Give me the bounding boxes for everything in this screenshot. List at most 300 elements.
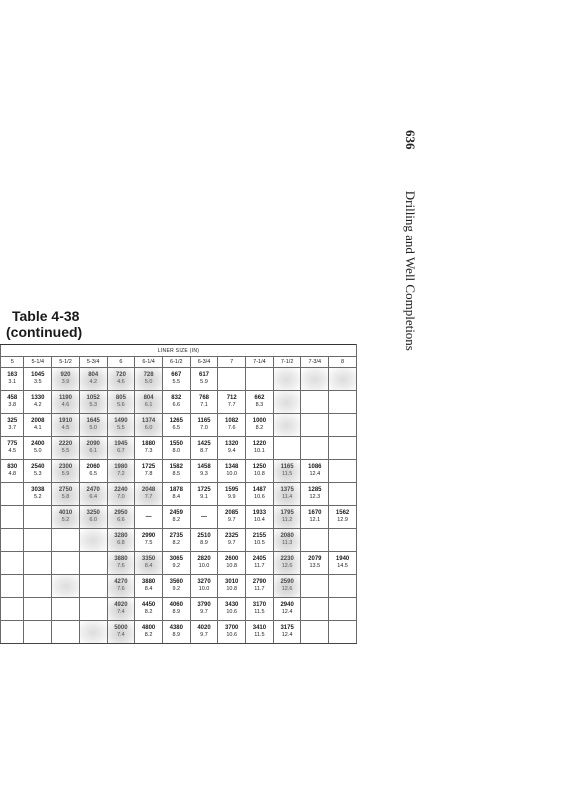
cell-value: 2325 (225, 533, 239, 539)
cell-value: 1052 (86, 395, 100, 401)
cell-value: 1250 (252, 464, 267, 470)
table-cell (218, 552, 246, 575)
cell-subvalue: 6.5 (172, 425, 181, 431)
cell-subvalue: 5.5 (172, 379, 181, 385)
table-row (1, 575, 357, 598)
liner-size-column-header: 6-1/4 (135, 357, 163, 368)
cell-value: 2220 (58, 441, 73, 447)
table-cell (79, 460, 107, 483)
table-cell (329, 460, 357, 483)
cell-subvalue: 11.7 (254, 563, 265, 569)
table-cell (162, 483, 190, 506)
table-cell (107, 368, 135, 391)
table-caption (6, 308, 82, 340)
cell-value: 1165 (280, 464, 294, 470)
liner-size-column-header: 7-1/4 (246, 357, 274, 368)
cell-subvalue: 6.0 (89, 517, 98, 523)
cell-value: 4800 (141, 625, 156, 631)
liner-size-column-header: 6-1/2 (162, 357, 190, 368)
table-cell (190, 414, 218, 437)
cell-value: 2405 (252, 556, 267, 562)
table-cell (301, 414, 329, 437)
cell-subvalue: 8.0 (172, 448, 181, 454)
table-row (1, 391, 357, 414)
liner-size-column-header: 7-1/2 (273, 357, 301, 368)
cell-value: 1375 (280, 487, 294, 493)
cell-value: 2400 (31, 441, 45, 447)
cell-value: 3560 (169, 579, 183, 585)
cell-value: 1910 (58, 418, 73, 424)
cell-value: 3250 (86, 510, 100, 516)
cell-value: 2008 (31, 418, 45, 424)
liner-size-column-header: 8 (329, 357, 357, 368)
cell-value: 4060 (169, 602, 183, 608)
table-cell (24, 552, 52, 575)
cell-value: 2240 (114, 487, 128, 493)
table-row (1, 414, 357, 437)
liner-size-column-header: 5-3/4 (79, 357, 107, 368)
table-cell (329, 437, 357, 460)
table-cell (162, 506, 190, 529)
table-cell (246, 483, 274, 506)
cell-subvalue: 6.0 (144, 425, 153, 431)
table-cell (24, 414, 52, 437)
cell-value: 2590 (280, 579, 294, 585)
cell-value: 1190 (58, 395, 72, 401)
table-row (1, 483, 357, 506)
table-cell (190, 552, 218, 575)
cell-subvalue: 9.7 (227, 517, 236, 523)
cell-subvalue: 10.8 (254, 471, 265, 477)
cell-subvalue: 11.7 (254, 586, 265, 592)
table-cell (246, 391, 274, 414)
cell-value: 3790 (197, 602, 211, 608)
table-cell (79, 621, 107, 644)
cell-subvalue: 9.3 (200, 471, 208, 477)
table-cell (1, 437, 24, 460)
cell-subvalue: 9.1 (200, 494, 208, 500)
table-cell (218, 368, 246, 391)
table-cell (79, 483, 107, 506)
table-cell (246, 414, 274, 437)
cell-value: 163 (7, 372, 18, 378)
cell-subvalue: 6.6 (172, 402, 181, 408)
cell-subvalue: 6.1 (89, 448, 98, 454)
table-cell (162, 414, 190, 437)
table-cell (246, 575, 274, 598)
table-cell (107, 529, 135, 552)
cell-subvalue: 5.3 (33, 471, 42, 477)
table-cell (273, 575, 301, 598)
table-cell (135, 552, 163, 575)
table-cell (162, 621, 190, 644)
table-cell (162, 575, 190, 598)
table-cell (273, 598, 301, 621)
cell-subvalue: 9.7 (227, 540, 236, 546)
cell-subvalue: 12.6 (281, 586, 293, 592)
table-cell (52, 621, 80, 644)
cell-value: 1645 (86, 418, 100, 424)
table-cell (218, 529, 246, 552)
table-cell (329, 529, 357, 552)
table-cell (135, 506, 163, 529)
table-row (1, 529, 357, 552)
table-cell (24, 483, 52, 506)
table-cell (190, 506, 218, 529)
cell-value: 4450 (141, 602, 156, 608)
table-cell (273, 414, 301, 437)
table-cell (246, 552, 274, 575)
table-cell (135, 391, 163, 414)
cell-subvalue: 10.0 (198, 563, 210, 569)
table-cell (135, 414, 163, 437)
cell-subvalue: 6.8 (117, 540, 125, 546)
cell-value: 1082 (225, 418, 239, 424)
table-cell (190, 391, 218, 414)
table-cell (190, 437, 218, 460)
cell-subvalue: 8.2 (255, 425, 264, 431)
liner-size-column-header: 6-3/4 (190, 357, 218, 368)
table-row (1, 460, 357, 483)
cell-subvalue: 4.2 (89, 379, 98, 385)
cell-subvalue: 7.2 (117, 471, 125, 477)
cell-value: 1880 (141, 441, 156, 447)
table-cell (52, 483, 80, 506)
cell-value: 667 (171, 372, 182, 378)
cell-value: 720 (115, 372, 126, 378)
table-cell (107, 575, 135, 598)
table-cell (162, 552, 190, 575)
cell-value: 1490 (114, 418, 128, 424)
cell-value: 3010 (225, 579, 239, 585)
cell-subvalue: 8.2 (172, 517, 181, 523)
cell-subvalue: 5.6 (117, 402, 125, 408)
cell-subvalue: 8.7 (200, 448, 208, 454)
table-row (1, 368, 357, 391)
cell-subvalue: 8.4 (172, 494, 181, 500)
liner-size-column-header: 6 (107, 357, 135, 368)
cell-value: 3410 (252, 625, 267, 631)
table-cell (218, 598, 246, 621)
table-cell (79, 598, 107, 621)
liner-size-group-header: LINER SIZE (IN) (1, 345, 357, 357)
table-cell (79, 437, 107, 460)
cell-subvalue: 4.1 (33, 425, 42, 431)
table-cell (246, 598, 274, 621)
table-cell (79, 414, 107, 437)
cell-subvalue: 8.2 (172, 540, 181, 546)
cell-value: 1285 (308, 487, 322, 493)
cell-subvalue: 5.5 (117, 425, 125, 431)
table-cell (162, 598, 190, 621)
cell-subvalue: 12.9 (337, 517, 348, 523)
cell-value: 1595 (225, 487, 239, 493)
table-cell (52, 575, 80, 598)
cell-value: 2940 (280, 602, 294, 608)
cell-value: 1374 (141, 418, 156, 424)
cell-value: 1220 (252, 441, 267, 447)
cell-value: 2510 (197, 533, 211, 539)
table-cell (135, 621, 163, 644)
table-cell (329, 483, 357, 506)
cell-subvalue: 5.0 (33, 448, 42, 454)
cell-subvalue: 4.6 (61, 402, 70, 408)
table-cell (329, 575, 357, 598)
cell-value: 1165 (197, 418, 211, 424)
table-cell (24, 437, 52, 460)
cell-value: 1086 (308, 464, 322, 470)
cell-value: 2750 (58, 487, 73, 493)
cell-value: 2950 (114, 510, 128, 516)
cell-value: 2790 (252, 579, 267, 585)
table-caption-title: Table 4-38 (12, 308, 80, 324)
cell-value: 1945 (114, 441, 128, 447)
cell-subvalue: 10.4 (254, 517, 265, 523)
cell-subvalue: 4.5 (61, 425, 70, 431)
cell-subvalue: 7.7 (227, 402, 236, 408)
table-cell (24, 506, 52, 529)
cell-subvalue: 5.8 (61, 494, 70, 500)
table-cell (1, 368, 24, 391)
cell-subvalue: 7.0 (117, 494, 125, 500)
table-cell (135, 483, 163, 506)
table-cell (190, 575, 218, 598)
cell-value: 458 (7, 395, 18, 401)
cell-value: 3350 (141, 556, 156, 562)
cell-value: 2735 (169, 533, 183, 539)
liner-size-table (0, 344, 357, 644)
table-cell (1, 621, 24, 644)
table-cell (246, 621, 274, 644)
cell-subvalue: 9.9 (227, 494, 236, 500)
cell-subvalue: 10.8 (226, 563, 238, 569)
cell-value: 1265 (169, 418, 183, 424)
table-cell (1, 391, 24, 414)
cell-subvalue: 12.3 (309, 494, 321, 500)
table-cell (301, 598, 329, 621)
table-cell (190, 483, 218, 506)
cell-subvalue: 10.5 (254, 540, 265, 546)
cell-value: 1878 (169, 487, 183, 493)
cell-subvalue: 5.9 (61, 471, 70, 477)
table-cell (329, 391, 357, 414)
cell-subvalue: 10.8 (226, 586, 238, 592)
table-cell (52, 529, 80, 552)
cell-value: — (201, 513, 207, 520)
liner-size-column-header: 7 (218, 357, 246, 368)
cell-subvalue: 10.6 (254, 494, 265, 500)
cell-subvalue: 6.5 (89, 471, 98, 477)
table-body (1, 368, 357, 644)
cell-subvalue: 10.6 (226, 609, 238, 615)
table-cell (329, 552, 357, 575)
table-cell (79, 575, 107, 598)
liner-size-header-row (1, 357, 357, 368)
cell-value: 2600 (225, 556, 239, 562)
cell-subvalue: 11.5 (254, 632, 265, 638)
cell-value: 2060 (86, 464, 100, 470)
table-cell (190, 598, 218, 621)
cell-subvalue: 5.2 (33, 494, 42, 500)
cell-value: 2820 (197, 556, 211, 562)
cell-value: 3880 (114, 556, 128, 562)
table-cell (107, 460, 135, 483)
cell-subvalue: 11.4 (281, 494, 293, 500)
page-number: 636 (403, 130, 418, 150)
cell-subvalue: 5.3 (89, 402, 98, 408)
table-cell (1, 552, 24, 575)
cell-subvalue: 11.5 (254, 609, 265, 615)
cell-value: 3430 (225, 602, 239, 608)
cell-subvalue: 9.4 (227, 448, 236, 454)
cell-subvalue: 11.5 (281, 471, 293, 477)
table-cell (273, 552, 301, 575)
table-cell (107, 598, 135, 621)
table-cell (24, 598, 52, 621)
table-cell (24, 368, 52, 391)
cell-value: 2079 (308, 556, 322, 562)
table-cell (329, 414, 357, 437)
cell-value: 728 (143, 372, 154, 378)
cell-value: 1725 (141, 464, 156, 470)
table-cell (329, 621, 357, 644)
cell-value: 1980 (114, 464, 128, 470)
table-cell (273, 391, 301, 414)
table-cell (1, 506, 24, 529)
cell-value: 2540 (31, 464, 45, 470)
cell-subvalue: 12.4 (281, 609, 293, 615)
table-cell (190, 621, 218, 644)
cell-subvalue: 8.5 (172, 471, 181, 477)
cell-subvalue: 8.4 (144, 586, 153, 592)
cell-subvalue: 10.6 (226, 632, 238, 638)
cell-value: 2090 (86, 441, 100, 447)
cell-subvalue: 7.6 (227, 425, 236, 431)
table-cell (301, 575, 329, 598)
cell-value: 1562 (335, 510, 350, 516)
cell-subvalue: 12.1 (309, 517, 321, 523)
table-cell (107, 506, 135, 529)
cell-value: 804 (88, 372, 99, 378)
table-cell (301, 506, 329, 529)
cell-subvalue: 12.4 (281, 632, 293, 638)
cell-value: 3880 (141, 579, 156, 585)
cell-subvalue: 6.1 (144, 402, 153, 408)
table-cell (135, 575, 163, 598)
liner-size-column-header: 5-1/4 (24, 357, 52, 368)
cell-subvalue: 5.5 (61, 448, 70, 454)
cell-value: 3065 (169, 556, 183, 562)
table-cell (1, 575, 24, 598)
cell-subvalue: 9.7 (200, 609, 208, 615)
table-cell (218, 506, 246, 529)
table-cell (246, 368, 274, 391)
cell-value: 2459 (169, 510, 183, 516)
cell-value: 617 (199, 372, 210, 378)
table-cell (329, 368, 357, 391)
cell-value: 5000 (114, 625, 128, 631)
cell-subvalue: 14.5 (337, 563, 348, 569)
table-cell (24, 621, 52, 644)
table-cell (24, 529, 52, 552)
table-cell (218, 414, 246, 437)
cell-value: 325 (7, 418, 18, 424)
table-cell (162, 460, 190, 483)
cell-subvalue: 3.7 (8, 425, 17, 431)
cell-value: — (145, 513, 152, 520)
table-cell (1, 414, 24, 437)
cell-value: 4020 (197, 625, 211, 631)
table-cell (162, 368, 190, 391)
table-cell (218, 483, 246, 506)
cell-subvalue: 9.2 (172, 563, 181, 569)
table-cell (218, 621, 246, 644)
table-cell (162, 391, 190, 414)
cell-value: 1933 (252, 510, 267, 516)
cell-subvalue: 8.2 (144, 609, 153, 615)
cell-subvalue: 7.6 (117, 563, 125, 569)
table-group-header-row (1, 345, 357, 357)
table-cell (52, 368, 80, 391)
cell-value: 3038 (31, 487, 45, 493)
table-cell (162, 437, 190, 460)
table-cell (135, 368, 163, 391)
cell-value: 3280 (114, 533, 128, 539)
running-head-title: Drilling and Well Completions (403, 190, 418, 351)
cell-subvalue: 10.0 (198, 586, 210, 592)
table-cell (273, 483, 301, 506)
cell-value: 3170 (252, 602, 267, 608)
cell-subvalue: 6.6 (117, 517, 125, 523)
table-cell (1, 598, 24, 621)
cell-subvalue: 10.0 (226, 471, 238, 477)
cell-subvalue: 5.0 (144, 379, 153, 385)
running-head (402, 130, 418, 351)
cell-value: 1348 (225, 464, 239, 470)
cell-subvalue: 5.2 (61, 517, 70, 523)
table-cell (79, 529, 107, 552)
cell-value: 1670 (308, 510, 322, 516)
cell-value: 1458 (197, 464, 211, 470)
table-cell (107, 621, 135, 644)
table-cell (273, 621, 301, 644)
cell-subvalue: 4.2 (33, 402, 42, 408)
cell-value: 2230 (280, 556, 294, 562)
cell-subvalue: 3.9 (61, 379, 70, 385)
table-cell (1, 460, 24, 483)
cell-value: 4380 (169, 625, 183, 631)
table-row (1, 552, 357, 575)
cell-value: 3270 (197, 579, 211, 585)
cell-value: 1425 (197, 441, 211, 447)
table-cell (273, 437, 301, 460)
table-row (1, 506, 357, 529)
table-cell (301, 621, 329, 644)
table-cell (107, 483, 135, 506)
table-cell (273, 368, 301, 391)
table-cell (52, 414, 80, 437)
table-cell (107, 437, 135, 460)
cell-subvalue: 6.4 (89, 494, 98, 500)
cell-value: 1330 (31, 395, 45, 401)
cell-subvalue: 8.9 (172, 632, 181, 638)
cell-subvalue: 5.0 (89, 425, 98, 431)
cell-value: 1045 (31, 372, 45, 378)
cell-value: 1725 (197, 487, 211, 493)
cell-subvalue: 13.5 (309, 563, 321, 569)
table-cell (301, 529, 329, 552)
table-cell (190, 368, 218, 391)
